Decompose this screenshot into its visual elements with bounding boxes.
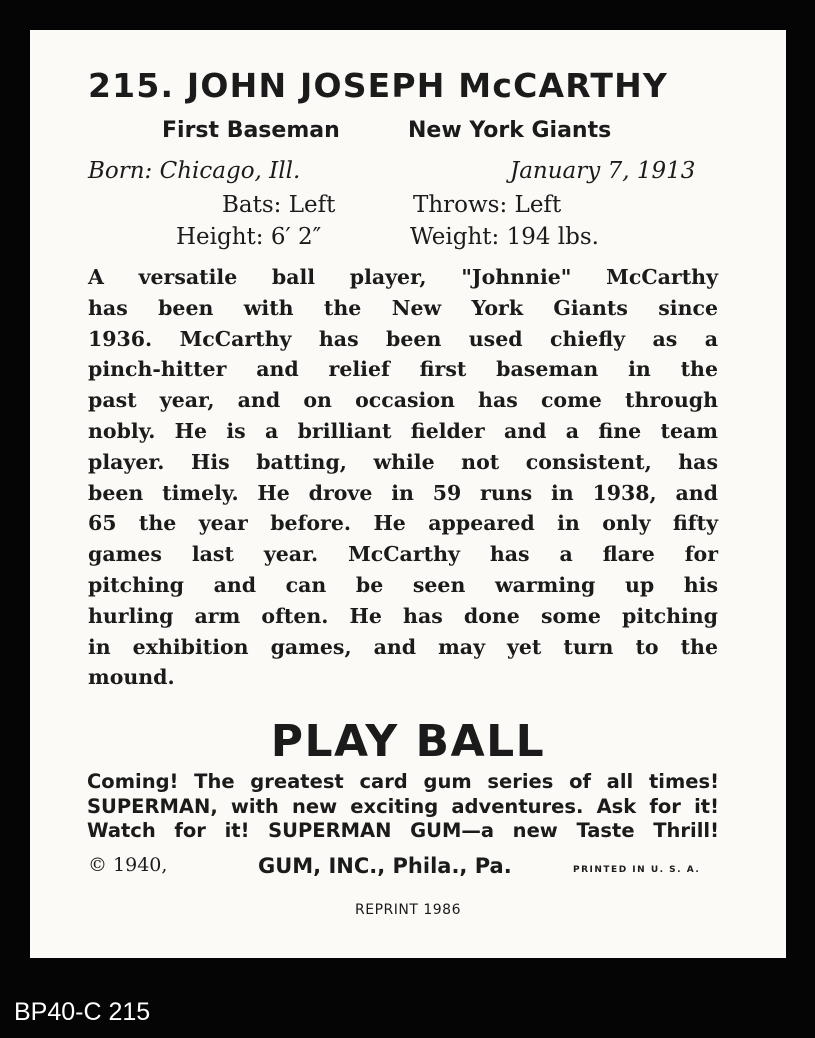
promo-line: Watch for it! SUPERMAN GUM—a new Taste Thrill!: [87, 819, 719, 842]
birth-date: January 7, 1913: [510, 158, 696, 184]
promo-line: SUPERMAN, with new exciting adventures. Ask for it!: [87, 794, 719, 818]
bio-line: pinch-hitter and relief first baseman in the: [88, 357, 718, 382]
reprint-note: REPRINT 1986: [355, 902, 461, 918]
bio-line: has been with the New York Giants since: [88, 295, 718, 320]
height-weight-row: [30, 224, 786, 256]
bio-line: nobly. He is a brilliant fielder and a fine team: [88, 418, 718, 443]
promo-text: [87, 770, 719, 844]
bio-line: mound.: [88, 665, 175, 690]
bio-line: hurling arm often. He has done some pitching: [88, 603, 718, 628]
bats: Bats: Left: [222, 192, 336, 218]
bio-line: been timely. He drove in 59 runs in 1938, and: [88, 480, 718, 505]
height: Height: 6′ 2″: [176, 224, 322, 250]
birthplace: Born: Chicago, Ill.: [88, 158, 301, 184]
series-title: PLAY BALL: [270, 716, 546, 767]
bio-line: A versatile ball player, "Johnnie" McCarthy: [88, 265, 718, 289]
bio-line: pitching and can be seen warming up his: [88, 572, 718, 597]
card-title: 215. JOHN JOSEPH McCARTHY: [88, 66, 669, 105]
printed-in: PRINTED IN U. S. A.: [573, 865, 701, 875]
bio-line: past year, and on occasion has come through: [88, 388, 718, 413]
card-id-label: BP40-C 215: [14, 998, 151, 1026]
player-biography: [88, 262, 718, 693]
card-back: [30, 30, 786, 958]
bio-line: in exhibition games, and may yet turn to the: [88, 634, 718, 659]
publisher: GUM, INC., Phila., Pa.: [258, 854, 512, 878]
birth-row: [30, 158, 786, 190]
bio-line: games last year. McCarthy has a flare for: [88, 542, 718, 567]
bats-throws-row: [30, 192, 786, 224]
throws: Throws: Left: [413, 192, 562, 218]
player-position: First Baseman: [162, 118, 340, 143]
copyright: © 1940,: [88, 854, 168, 876]
weight: Weight: 194 lbs.: [410, 224, 599, 250]
bio-line: 1936. McCarthy has been used chiefly as a: [88, 326, 718, 351]
player-team: New York Giants: [408, 118, 612, 143]
bio-line: 65 the year before. He appeared in only fifty: [88, 511, 718, 536]
position-team-row: [30, 118, 786, 150]
bio-line: player. His batting, while not consistent, has: [88, 449, 718, 474]
promo-line: Coming! The greatest card gum series of all times!: [87, 770, 719, 793]
